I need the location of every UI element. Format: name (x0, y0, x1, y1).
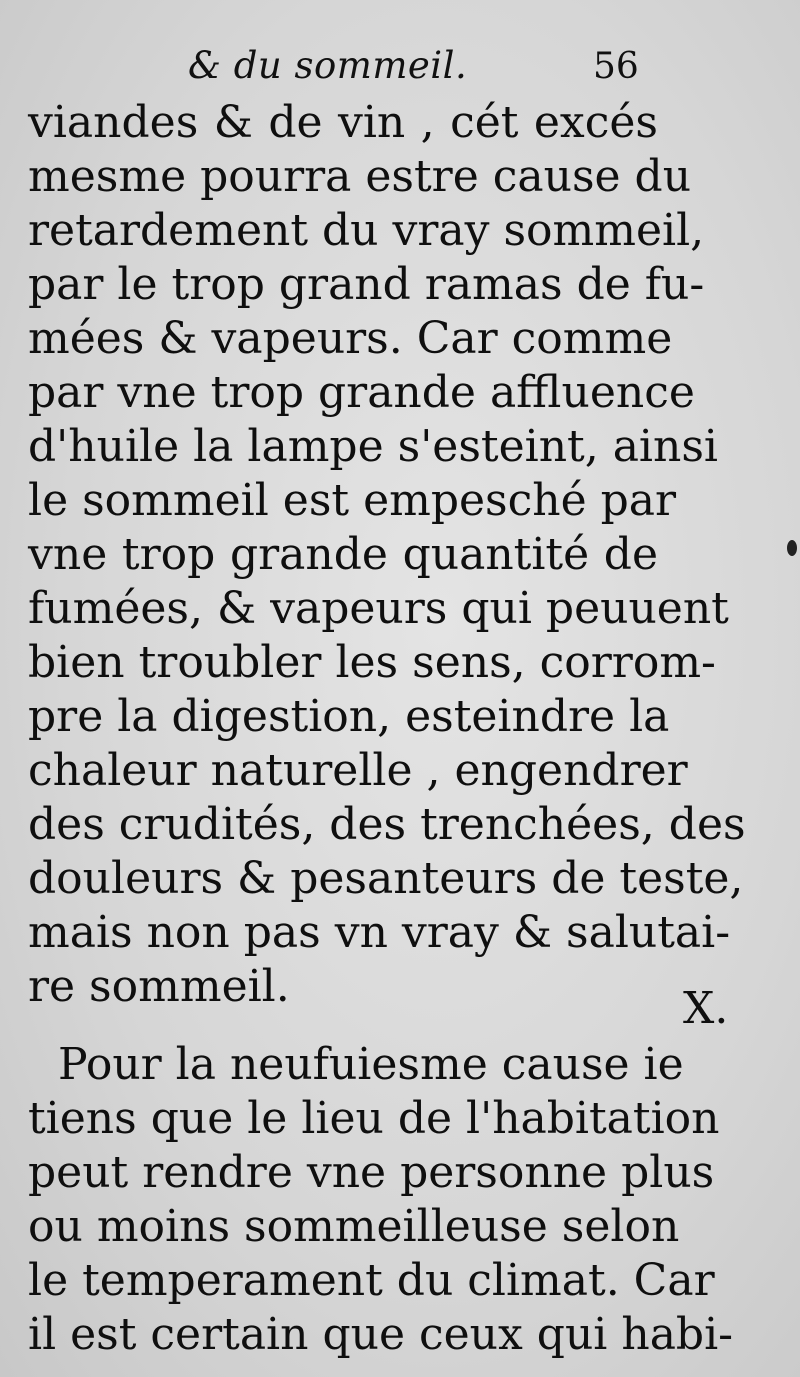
text-line: re sommeil. (28, 961, 290, 1012)
page-number: 56 (593, 46, 639, 87)
text-line: d'huile la lampe s'esteint, ainsi (28, 421, 718, 472)
text-line: ou moins sommeilleuse selon (28, 1201, 680, 1252)
text-line: douleurs & pesanteurs de teste, (28, 853, 744, 904)
ink-speck (787, 540, 797, 556)
text-line: des crudités, des trenchées, des (28, 799, 746, 850)
text-line: le sommeil est empesché par (28, 475, 677, 526)
text-line: mais non pas vn vray & salutai- (28, 907, 731, 958)
paragraph-first-line: Pour la neufuiesme cause ie (58, 1039, 684, 1090)
text-line: le temperament du climat. Car (28, 1255, 715, 1306)
text-line: peut rendre vne personne plus (28, 1147, 715, 1198)
text-line: pre la digestion, esteindre la (28, 691, 670, 742)
text-line: par le trop grand ramas de fu- (28, 259, 705, 310)
text-line: retardement du vray sommeil, (28, 205, 705, 256)
running-head (0, 44, 800, 94)
text-line: chaleur naturelle , engendrer (28, 745, 688, 796)
text-line: fumées, & vapeurs qui peuuent (28, 583, 729, 634)
text-line: tiens que le lieu de l'habitation (28, 1093, 720, 1144)
body-text (28, 96, 746, 1362)
text-line: vne trop grande quantité de (28, 529, 658, 580)
text-line: il est certain que ceux qui habi- (28, 1309, 734, 1360)
text-line: par vne trop grande affluence (28, 367, 695, 418)
text-line: viandes & de vin , cét excés (28, 97, 658, 148)
text-line: mées & vapeurs. Car comme (28, 313, 673, 364)
text-line: mesme pourra estre cause du (28, 151, 692, 202)
text-line: bien troubler les sens, corrom- (28, 637, 716, 688)
running-head-title: & du sommeil. (188, 44, 468, 87)
margin-note: X. (683, 983, 729, 1034)
